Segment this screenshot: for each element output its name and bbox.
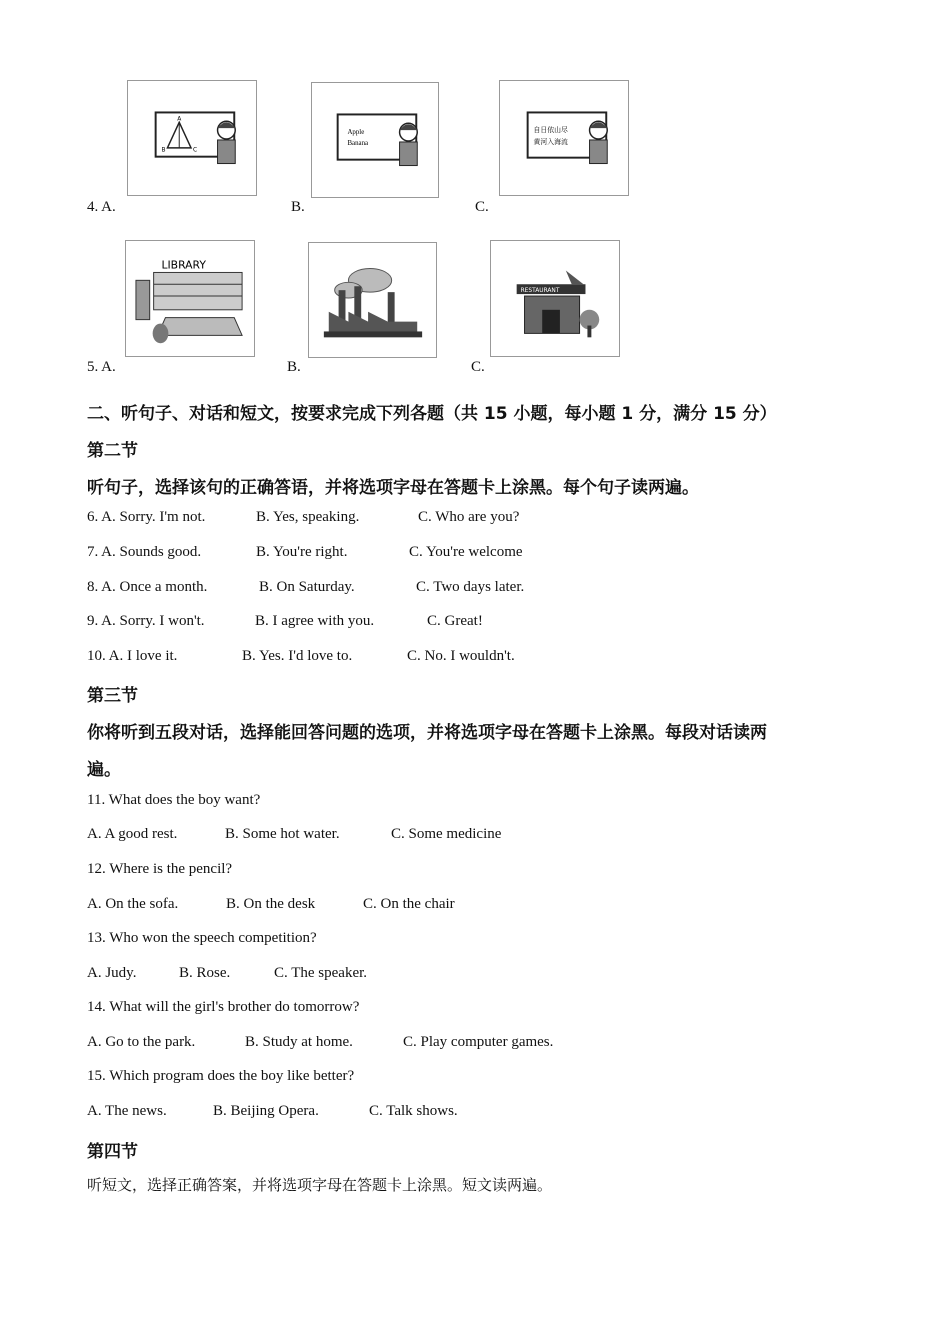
q12-option-b: B. On the desk xyxy=(226,896,316,912)
q11-option-c: C. Some medicine xyxy=(391,826,502,842)
part2-title: 第二节 xyxy=(87,441,138,461)
q4b-word-apple: Apple xyxy=(347,129,365,137)
q12-option-c: C. On the chair xyxy=(363,896,455,912)
q8-option-b: B. On Saturday. xyxy=(259,579,355,595)
q5-label-a: 5. A. xyxy=(87,359,116,375)
q10-option-c: C. No. I wouldn't. xyxy=(407,648,515,664)
q5-label-c: C. xyxy=(471,359,485,375)
q14-option-c: C. Play computer games. xyxy=(403,1034,554,1050)
q14-option-a: A. Go to the park. xyxy=(87,1034,196,1050)
part3-instruction-line2: 遍。 xyxy=(87,760,121,780)
part3-instruction-line1: 你将听到五段对话，选择能回答问题的选项，并将选项字母在答题卡上涂黑。每段对话读两 xyxy=(87,723,767,743)
q12-question: 12. Where is the pencil? xyxy=(87,861,233,877)
q14-question: 14. What will the girl's brother do tomorrow? xyxy=(87,999,360,1015)
part2-instruction: 听句子，选择该句的正确答语，并将选项字母在答题卡上涂黑。每个句子读两遍。 xyxy=(87,478,699,498)
q7-option-b: B. You're right. xyxy=(256,544,348,560)
q5-picture-b xyxy=(308,242,437,358)
q4a-letter-a: A xyxy=(177,116,182,123)
q13-option-b: B. Rose. xyxy=(179,965,231,981)
q6-option-c: C. Who are you? xyxy=(418,509,520,525)
q9-option-a: 9. A. Sorry. I won't. xyxy=(87,613,205,629)
q15-option-c: C. Talk shows. xyxy=(369,1103,458,1119)
q4c-poem-line2: 黄河入海流 xyxy=(533,137,568,146)
q9-option-b: B. I agree with you. xyxy=(255,613,375,629)
q7-option-a: 7. A. Sounds good. xyxy=(87,544,202,560)
q6-option-b: B. Yes, speaking. xyxy=(256,509,360,525)
q11-question: 11. What does the boy want? xyxy=(87,792,261,808)
q5-label-b: B. xyxy=(287,359,301,375)
q4-picture-b xyxy=(311,82,439,198)
q8-option-c: C. Two days later. xyxy=(416,579,525,595)
q5c-restaurant-sign: RESTAURANT xyxy=(520,288,560,295)
q13-option-c: C. The speaker. xyxy=(274,965,368,981)
q13-question: 13. Who won the speech competition? xyxy=(87,930,317,946)
q5-picture-c xyxy=(490,240,620,357)
part3-title: 第三节 xyxy=(87,686,138,706)
section2-heading: 二、听句子、对话和短文，按要求完成下列各题（共 15 小题，每小题 1 分，满分 15 分） xyxy=(87,404,777,424)
q11-option-a: A. A good rest. xyxy=(87,826,178,842)
q14-option-b: B. Study at home. xyxy=(245,1034,353,1050)
q4-picture-a xyxy=(127,80,257,196)
q7-option-c: C. You're welcome xyxy=(409,544,523,560)
q13-option-a: A. Judy. xyxy=(87,965,137,981)
q4a-letter-b: B xyxy=(161,147,166,154)
q15-option-b: B. Beijing Opera. xyxy=(213,1103,319,1119)
q9-option-c: C. Great! xyxy=(427,613,483,629)
q4-picture-c xyxy=(499,80,629,196)
q5-picture-a xyxy=(125,240,255,357)
part4-instruction: 听短文，选择正确答案，并将选项字母在答题卡上涂黑。短文读两遍。 xyxy=(87,1176,553,1194)
q4-label-a: 4. A. xyxy=(87,199,116,215)
q4b-word-banana: Banana xyxy=(347,139,369,147)
q8-option-a: 8. A. Once a month. xyxy=(87,579,208,595)
part4-title: 第四节 xyxy=(87,1142,138,1162)
q6-option-a: 6. A. Sorry. I'm not. xyxy=(87,509,206,525)
q4-label-c: C. xyxy=(475,199,489,215)
q12-option-a: A. On the sofa. xyxy=(87,896,179,912)
q10-option-b: B. Yes. I'd love to. xyxy=(242,648,353,664)
q4a-letter-c: C xyxy=(192,147,198,154)
q10-option-a: 10. A. I love it. xyxy=(87,648,178,664)
q4c-poem-line1: 自日依山尽 xyxy=(533,126,568,135)
q4-label-b: B. xyxy=(291,199,305,215)
q15-option-a: A. The news. xyxy=(87,1103,167,1119)
q15-question: 15. Which program does the boy like better? xyxy=(87,1068,355,1084)
q5a-library-sign: LIBRARY xyxy=(161,258,206,272)
q11-option-b: B. Some hot water. xyxy=(225,826,340,842)
